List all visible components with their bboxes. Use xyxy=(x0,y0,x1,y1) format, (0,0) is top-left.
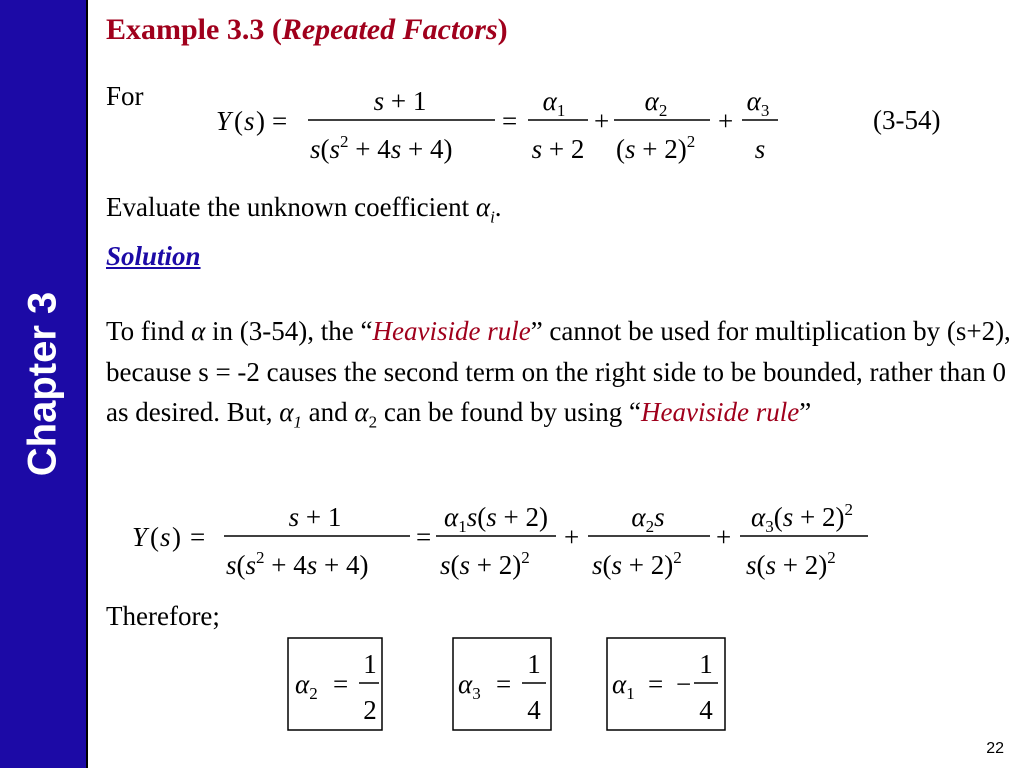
svg-text:Y: Y xyxy=(132,522,148,552)
svg-text:=: = xyxy=(272,106,288,136)
svg-text:s(s + 2)2: $s(s + 2)^2$ xyxy=(746,548,836,580)
page-number: 22 xyxy=(986,740,1004,757)
svg-text:s(s2 + 4s + 4): $s(s^2 + 4s + 4)$ xyxy=(310,132,453,164)
evaluate-end: . xyxy=(494,192,502,222)
solution-paragraph xyxy=(106,311,1011,443)
para-text-6: ” xyxy=(799,397,812,427)
result-alpha2-box xyxy=(287,637,383,731)
para-alpha: α xyxy=(191,316,206,346)
para-alpha1: α xyxy=(279,397,294,427)
svg-text:α2: $\alpha_2$ xyxy=(295,669,318,703)
intro-text: For xyxy=(106,81,144,111)
chapter-label: Chapter 3 xyxy=(20,291,65,477)
svg-text:): ) xyxy=(172,522,181,552)
svg-text:2: 2 xyxy=(363,695,377,725)
svg-text:α2s: $\alpha_2s$ xyxy=(631,502,665,536)
svg-text:s(s + 2)2: $s(s + 2)^2$ xyxy=(592,548,682,580)
svg-text:α1: $\alpha_1$ xyxy=(612,669,635,703)
svg-text:−: − xyxy=(676,669,692,699)
svg-text:+: + xyxy=(718,106,734,136)
para-text-4: and xyxy=(301,397,355,427)
para-text-1: To find xyxy=(106,316,192,346)
svg-text:1: 1 xyxy=(363,649,377,679)
title-prefix: Example 3.3 ( xyxy=(106,13,282,46)
title-italic: Repeated Factors xyxy=(281,13,498,46)
svg-text:α3: $\alpha_3$ xyxy=(458,669,481,703)
sidebar xyxy=(0,0,86,768)
heaviside-rule-2: Heaviside rule xyxy=(641,397,800,427)
svg-text:α1s(s + 2): $\alpha_1s(s + 2)$ xyxy=(444,502,548,536)
evaluate-label: Evaluate the unknown coefficient xyxy=(106,192,476,222)
svg-text:s + 2: s + 2 xyxy=(531,134,585,164)
evaluate-text xyxy=(106,191,502,228)
svg-text:α3(s + 2)2: $\alpha_3(s + 2)^2$ xyxy=(751,500,853,536)
alpha-symbol: α xyxy=(475,192,491,222)
svg-text:=: = xyxy=(496,669,512,699)
svg-text:1: 1 xyxy=(699,649,713,679)
title-suffix: ) xyxy=(497,13,508,46)
therefore-text: Therefore; xyxy=(106,601,220,631)
para-alpha2: α xyxy=(354,397,369,427)
alpha-subscript: i xyxy=(490,207,495,227)
svg-text:=: = xyxy=(502,106,518,136)
svg-text:s(s2 + 4s + 4): $s(s^2 + 4s + 4)$ xyxy=(226,548,369,580)
svg-text:s: s xyxy=(754,134,766,164)
para-text-5: can be found by using “ xyxy=(377,397,642,427)
heaviside-rule-1: Heaviside rule xyxy=(372,316,531,346)
result-alpha1-box xyxy=(606,637,726,731)
expanded-equation xyxy=(128,494,878,584)
slide-title xyxy=(106,12,508,48)
svg-text:4: 4 xyxy=(527,695,541,725)
svg-text:1: 1 xyxy=(527,649,541,679)
svg-text:=: = xyxy=(190,522,206,552)
svg-text:=: = xyxy=(648,669,664,699)
svg-text:(: ( xyxy=(150,522,159,552)
svg-text:+: + xyxy=(594,106,610,136)
equation-3-54 xyxy=(210,82,790,167)
para-alpha1-sub: 1 xyxy=(293,412,302,432)
svg-text:(: ( xyxy=(234,106,243,136)
svg-text:s + 1: s + 1 xyxy=(373,86,427,116)
svg-text:s(s + 2)2: $s(s + 2)^2$ xyxy=(440,548,530,580)
svg-text:): ) xyxy=(256,106,265,136)
sidebar-divider xyxy=(86,0,88,768)
svg-text:Y: Y xyxy=(216,106,232,136)
svg-text:α1: $\alpha_1$ xyxy=(542,86,566,120)
svg-text:s: s xyxy=(160,522,171,552)
svg-text:s: s xyxy=(244,106,255,136)
result-alpha3-box xyxy=(452,637,552,731)
svg-text:+: + xyxy=(716,522,732,552)
para-alpha2-sub: 2 xyxy=(368,412,378,432)
svg-text:α2: $\alpha_2$ xyxy=(644,86,668,120)
equation-number: (3-54) xyxy=(873,105,941,135)
svg-text:s + 1: s + 1 xyxy=(288,502,342,532)
svg-text:=: = xyxy=(416,522,432,552)
solution-heading: Solution xyxy=(106,241,201,271)
para-text-2: in (3-54), the “ xyxy=(205,316,373,346)
svg-text:α3: $\alpha_3$ xyxy=(746,86,770,120)
para-text-3: ” cannot be used for multiplication by (s+2), because s = -2 causes the second term on the right side to be bounded, rather than 0 as desired. But, xyxy=(106,316,1011,427)
svg-text:(s + 2)2: $(s + 2)^2$ xyxy=(616,132,696,164)
svg-text:4: 4 xyxy=(699,695,713,725)
svg-text:=: = xyxy=(333,669,349,699)
svg-text:+: + xyxy=(564,522,580,552)
